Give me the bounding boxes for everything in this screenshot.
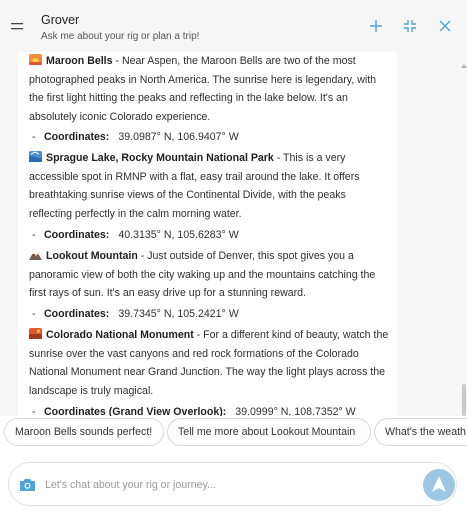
coordinates-value: 40.3135° N, 105.6283° W	[118, 229, 239, 241]
coordinates-label: Coordinates (Grand View Overlook):	[44, 406, 227, 416]
suggestion-chips	[0, 418, 467, 448]
place-description: - This is a very accessible spot in RMNP with a flat, easy trail around the lake. It offers breathtaking sunrise views of the Continental Divide, with the peaks reflecting perfectly in the calm morning water.	[29, 152, 360, 220]
coordinates-value: 39.0999° N, 108.7352° W	[235, 406, 356, 416]
place-name: Colorado National Monument	[46, 329, 194, 341]
mountain-icon	[29, 249, 42, 260]
place-description: - Near Aspen, the Maroon Bells are two of the most photographed peaks in North America. The sunrise here is legendary, with the first light hitting the peaks and reflecting in the lake below. It's an absolutely iconic Colorado experience.	[29, 55, 377, 123]
send-arrow-icon	[430, 475, 448, 493]
lake-icon	[29, 151, 42, 162]
chat-input-bar	[8, 462, 457, 506]
close-button[interactable]	[437, 18, 453, 34]
coordinates-line: - Coordinates (Grand View Overlook): 39.0999° N, 108.7352° W	[32, 406, 356, 416]
message-paragraph-maroon-bells	[29, 52, 391, 126]
place-description: - Just outside of Denver, this spot gives you a panoramic view of both the city waking up and the mountains catching the first rays of sun. It's an easy drive up for a stunning reward.	[29, 250, 376, 299]
send-button[interactable]	[423, 469, 455, 501]
suggestion-chip-weather[interactable]: What's the weath	[374, 418, 467, 446]
collapse-icon	[402, 18, 418, 34]
coordinates-label: Coordinates:	[44, 308, 110, 320]
app-subtitle: Ask me about your rig or plan a trip!	[41, 31, 200, 42]
plus-icon	[368, 18, 384, 34]
scrollbar-thumb[interactable]	[462, 384, 466, 416]
camera-button[interactable]	[19, 477, 36, 492]
chat-scroll-area[interactable]	[0, 52, 467, 416]
chat-message-input[interactable]	[45, 474, 385, 496]
place-description: - For a different kind of beauty, watch the sunrise over the vast canyons and red rock formations of the Colorado National Monument near Grand Junction. The way the light plays across the landscape is truly magical.	[29, 329, 389, 397]
coordinates-line: - Coordinates: 39.7345° N, 105.2421° W	[32, 308, 239, 320]
place-name: Lookout Mountain	[46, 250, 138, 262]
coordinates-line: - Coordinates: 39.0987° N, 106.9407° W	[32, 131, 239, 143]
camera-icon	[19, 477, 36, 492]
place-name: Maroon Bells	[46, 55, 113, 67]
canyon-icon	[29, 328, 42, 339]
collapse-button[interactable]	[402, 18, 418, 34]
coordinates-label: Coordinates:	[44, 229, 110, 241]
scroll-up-arrow-icon[interactable]	[461, 56, 467, 62]
app-title: Grover	[41, 13, 80, 27]
message-paragraph-lookout-mountain	[29, 247, 391, 303]
sunrise-icon	[29, 54, 42, 65]
coordinates-label: Coordinates:	[44, 131, 110, 143]
close-icon	[437, 18, 453, 34]
coordinates-line: - Coordinates: 40.3135° N, 105.6283° W	[32, 229, 239, 241]
suggestion-chip-maroon-bells[interactable]: Maroon Bells sounds perfect!	[4, 418, 164, 446]
message-paragraph-colorado-national-monument	[29, 326, 391, 400]
message-paragraph-sprague-lake	[29, 149, 391, 223]
place-name: Sprague Lake, Rocky Mountain National Park	[46, 152, 274, 164]
app-header	[0, 0, 467, 52]
coordinates-value: 39.7345° N, 105.2421° W	[118, 308, 239, 320]
hamburger-menu-icon[interactable]	[11, 20, 25, 32]
new-chat-button[interactable]	[368, 18, 384, 34]
coordinates-value: 39.0987° N, 106.9407° W	[118, 131, 239, 143]
suggestion-chip-lookout-mountain[interactable]: Tell me more about Lookout Mountain	[167, 418, 371, 446]
